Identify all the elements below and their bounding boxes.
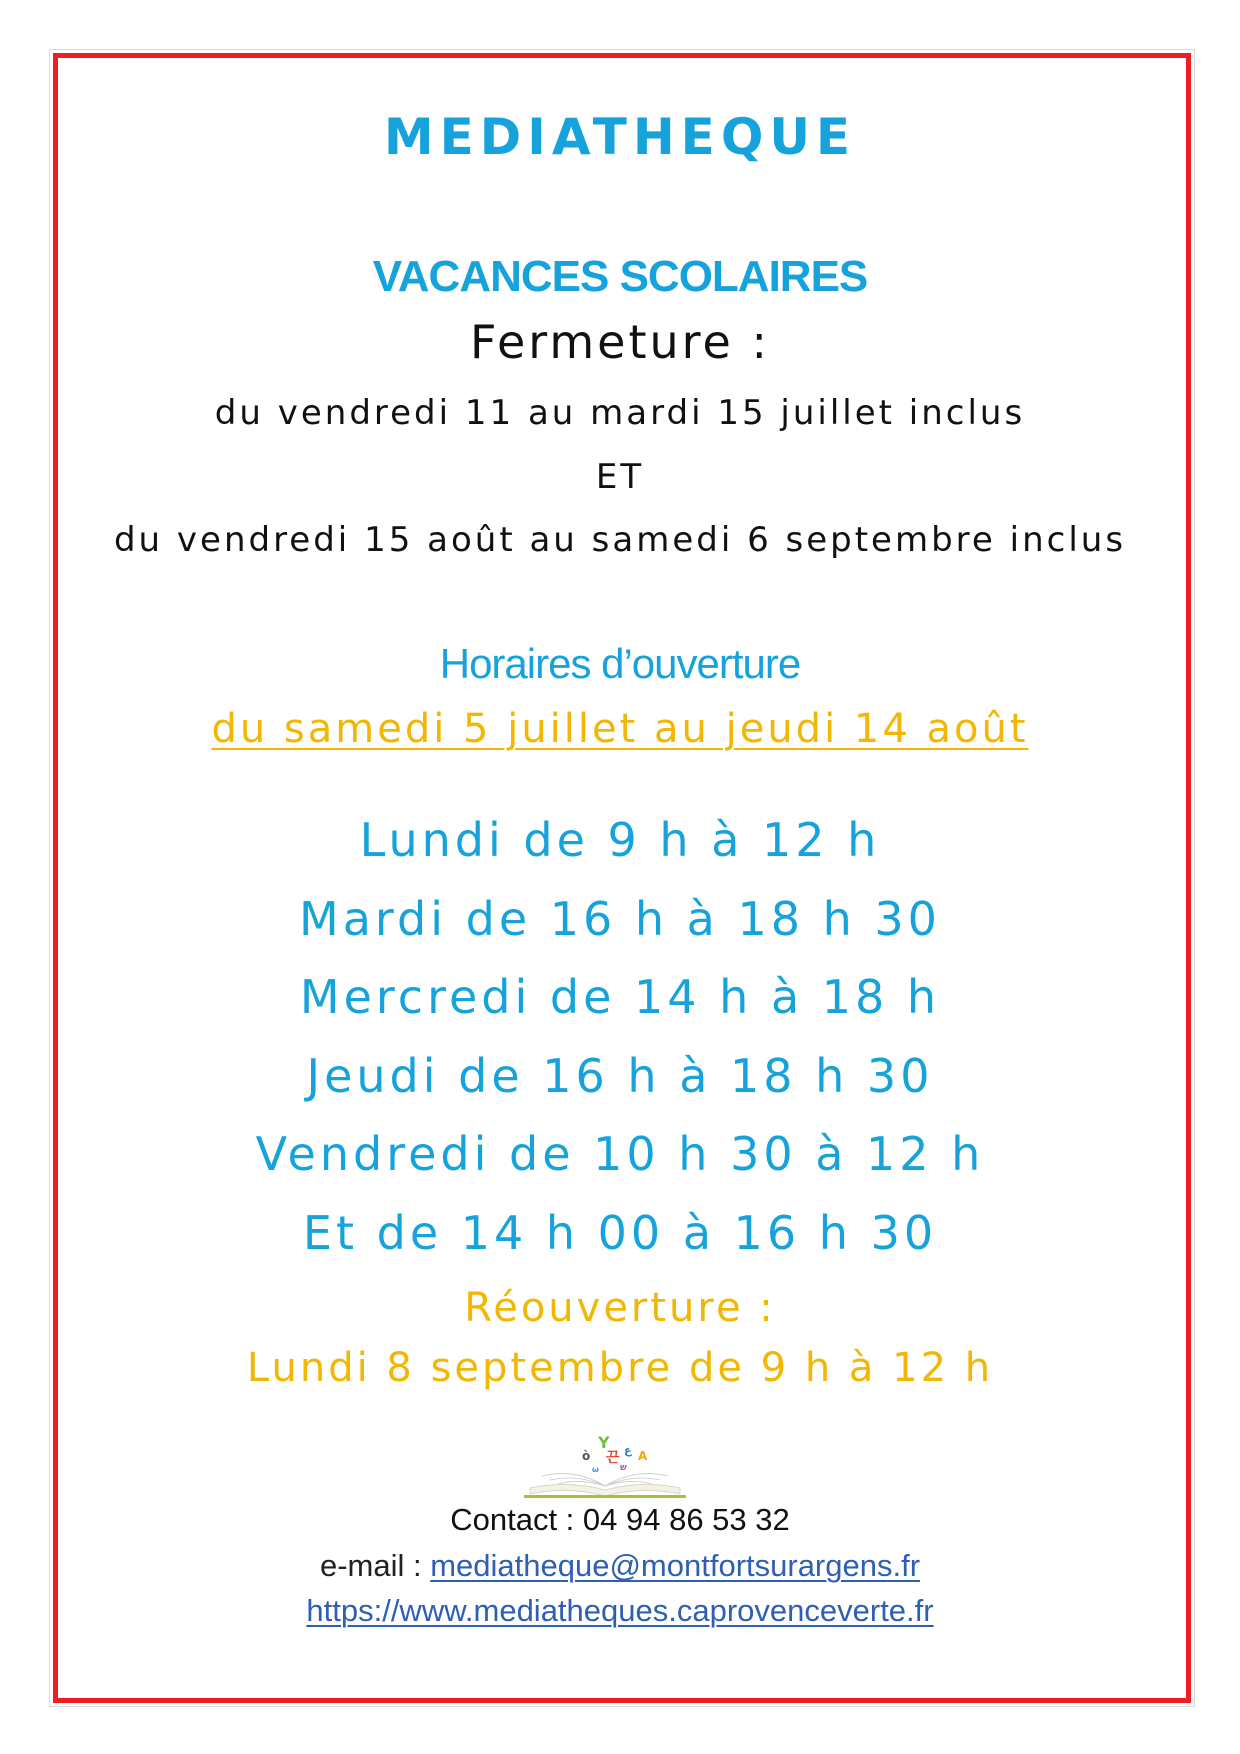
schedule-row-thursday: Jeudi de 16 h à 18 h 30	[306, 1049, 934, 1103]
schedule-row-wednesday: Mercredi de 14 h à 18 h	[299, 970, 941, 1024]
reopening-date: Lundi 8 septembre de 9 h à 12 h	[246, 1345, 994, 1391]
email-link[interactable]: mediatheque@montfortsurargens.fr	[430, 1548, 921, 1583]
opening-hours-period-text: du samedi 5 juillet au jeudi 14 août	[211, 706, 1029, 752]
page-title: MEDIATHEQUE	[383, 108, 857, 166]
closure-period-1: du vendredi 11 au mardi 15 juillet inclus	[214, 393, 1026, 433]
svg-text:끈: 끈	[606, 1450, 620, 1466]
schedule-row-tuesday: Mardi de 16 h à 18 h 30	[299, 892, 941, 946]
open-book-logo-icon	[520, 1418, 690, 1500]
opening-hours-period	[0, 706, 1240, 752]
schedule-row-friday-afternoon: Et de 14 h 00 à 16 h 30	[302, 1206, 938, 1260]
contact-phone: Contact : 04 94 86 53 32	[450, 1502, 790, 1537]
reopening-heading: Réouverture :	[464, 1285, 776, 1331]
email-label: e-mail :	[319, 1548, 431, 1583]
website-link[interactable]: https://www.mediatheques.caprovenceverte.fr	[306, 1593, 934, 1628]
svg-text:ع: ع	[624, 1444, 632, 1457]
closure-heading: Fermeture :	[470, 315, 770, 369]
svg-text:A: A	[638, 1449, 648, 1463]
contact-email-line	[0, 1548, 1240, 1584]
closure-conjunction: ET	[595, 457, 645, 497]
closure-period-2: du vendredi 15 août au samedi 6 septembre inclus	[113, 520, 1127, 560]
schedule-row-friday: Vendredi de 10 h 30 à 12 h	[255, 1127, 985, 1181]
schedule-row-monday: Lundi de 9 h à 12 h	[359, 813, 881, 867]
svg-text:Y: Y	[598, 1433, 610, 1452]
svg-text:ò: ò	[582, 1449, 591, 1463]
svg-text:ω: ω	[592, 1465, 599, 1474]
svg-text:ש: ש	[620, 1463, 627, 1473]
opening-hours-heading: Horaires d’ouverture	[439, 640, 801, 687]
contact-website-line	[0, 1593, 1240, 1629]
subtitle: VACANCES SCOLAIRES	[372, 252, 868, 301]
